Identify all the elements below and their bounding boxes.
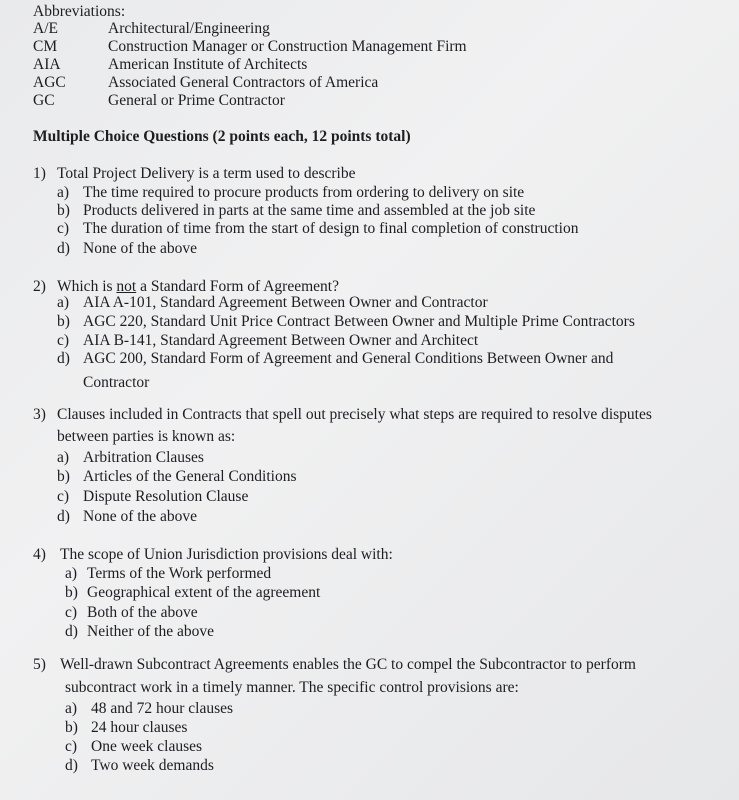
option-text: 24 hour clauses bbox=[91, 719, 188, 736]
option-letter: a) bbox=[65, 700, 78, 717]
option-letter: c) bbox=[57, 332, 70, 349]
option-letter: c) bbox=[57, 220, 70, 237]
question-text: between parties is known as: bbox=[57, 428, 236, 445]
option-letter: d) bbox=[57, 240, 70, 257]
abbr-definition: Architectural/Engineering bbox=[108, 20, 270, 37]
question-number: 2) bbox=[33, 278, 46, 295]
option-letter: b) bbox=[57, 313, 70, 330]
option-text: None of the above bbox=[83, 240, 198, 257]
question-text-emphasis: not bbox=[116, 278, 137, 295]
question-text: Well-drawn Subcontract Agreements enables the GC to compel the Subcontractor to perform bbox=[60, 656, 636, 673]
abbr-definition: General or Prime Contractor bbox=[108, 92, 285, 109]
option-text: The duration of time from the start of design to final completion of construction bbox=[83, 220, 579, 237]
option-text: Two week demands bbox=[91, 757, 214, 774]
option-text: AIA B-141, Standard Agreement Between Owner and Architect bbox=[83, 332, 479, 349]
abbr-definition: Associated General Contractors of America bbox=[108, 74, 379, 91]
option-text: Geographical extent of the agreement bbox=[87, 584, 321, 601]
option-letter: a) bbox=[57, 449, 70, 466]
abbreviations-title: Abbreviations: bbox=[33, 3, 126, 20]
option-text: Arbitration Clauses bbox=[83, 449, 204, 466]
abbr-definition: Construction Manager or Construction Management Firm bbox=[108, 38, 467, 55]
question-number: 5) bbox=[33, 656, 46, 673]
option-letter: b) bbox=[57, 202, 70, 219]
option-text: Dispute Resolution Clause bbox=[83, 488, 249, 505]
option-text: Terms of the Work performed bbox=[87, 565, 272, 582]
abbr-definition: American Institute of Architects bbox=[108, 56, 308, 73]
option-text: AIA A-101, Standard Agreement Between Owner and Contractor bbox=[83, 294, 488, 311]
question-number: 4) bbox=[33, 546, 46, 563]
option-text-continued: Contractor bbox=[83, 374, 150, 391]
abbr: GC bbox=[33, 92, 55, 109]
option-letter: b) bbox=[57, 468, 70, 485]
abbr: AIA bbox=[33, 56, 61, 73]
option-letter: c) bbox=[65, 738, 78, 755]
option-letter: c) bbox=[57, 488, 70, 505]
option-text: None of the above bbox=[83, 508, 198, 525]
option-text: The time required to procure products from ordering to delivery on site bbox=[83, 184, 525, 201]
option-text: Products delivered in parts at the same time and assembled at the job site bbox=[83, 202, 536, 219]
option-text: AGC 200, Standard Form of Agreement and General Conditions Between Owner and bbox=[83, 350, 614, 367]
option-letter: c) bbox=[65, 604, 78, 621]
option-text: AGC 220, Standard Unit Price Contract Between Owner and Multiple Prime Contractors bbox=[83, 313, 635, 330]
question-text: Total Project Delivery is a term used to describe bbox=[57, 165, 356, 182]
abbr: AGC bbox=[33, 74, 66, 91]
option-text: One week clauses bbox=[91, 738, 203, 755]
question-number: 1) bbox=[33, 165, 46, 182]
question-text: subcontract work in a timely manner. The specific control provisions are: bbox=[65, 679, 519, 696]
option-letter: d) bbox=[65, 757, 78, 774]
question-text: Clauses included in Contracts that spell out precisely what steps are required to resolve disputes bbox=[57, 406, 652, 423]
option-text: Both of the above bbox=[87, 604, 198, 621]
option-letter: a) bbox=[65, 565, 78, 582]
abbr: A/E bbox=[33, 20, 58, 37]
abbr: CM bbox=[33, 38, 58, 55]
option-text: Articles of the General Conditions bbox=[83, 468, 297, 485]
option-letter: a) bbox=[57, 184, 70, 201]
question-number: 3) bbox=[33, 406, 46, 423]
section-title: Multiple Choice Questions (2 points each, 12 points total) bbox=[33, 128, 411, 145]
option-letter: d) bbox=[65, 623, 78, 640]
option-letter: d) bbox=[57, 508, 70, 525]
option-letter: b) bbox=[65, 719, 78, 736]
option-letter: b) bbox=[65, 584, 78, 601]
question-text: The scope of Union Jurisdiction provisions deal with: bbox=[60, 546, 393, 563]
question-text-post: a Standard Form of Agreement? bbox=[136, 278, 339, 295]
option-text: Neither of the above bbox=[87, 623, 214, 640]
question-text-pre: Which is bbox=[57, 278, 117, 295]
option-text: 48 and 72 hour clauses bbox=[91, 700, 234, 717]
option-letter: a) bbox=[57, 294, 70, 311]
option-letter: d) bbox=[57, 350, 70, 367]
